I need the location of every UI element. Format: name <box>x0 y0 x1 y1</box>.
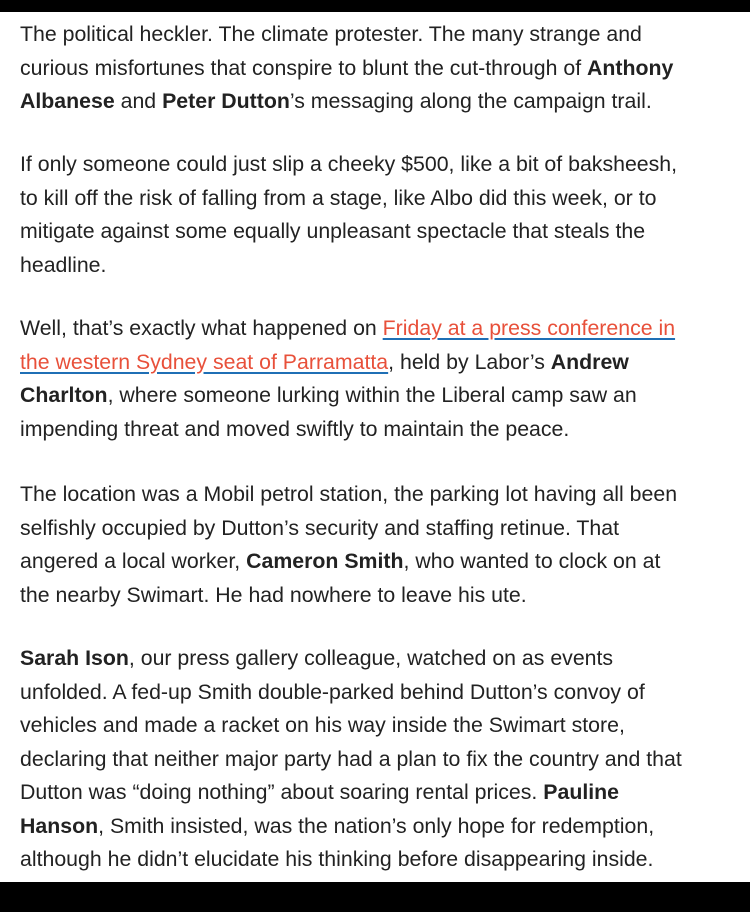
line: vehicles and made a racket on his way inside the Swimart store, <box>20 713 625 737</box>
name-andrew-charlton: Andrew <box>550 349 629 374</box>
line: to kill off the risk of falling from a stage, like Albo did this week, or to <box>20 185 657 210</box>
line: although he didn’t elucidate his thinking before disappearing inside. <box>20 847 654 871</box>
name-pauline-hanson: Pauline <box>543 780 620 804</box>
paragraph-1 <box>20 18 735 119</box>
line: mitigate against some equally unpleasant spectacle that steals the <box>20 219 646 243</box>
line: selfishly occupied by Dutton’s security and staffing retinue. That <box>20 515 620 540</box>
bottom-black-bar <box>0 882 750 912</box>
article-body <box>0 12 750 882</box>
line: curious misfortunes that conspire to blunt the cut-through of Anthony <box>20 55 674 80</box>
line: headline. <box>20 252 107 277</box>
name-pauline-hanson-cont: Hanson <box>20 813 99 838</box>
paragraph-3 <box>20 312 735 446</box>
line: angered a local worker, Cameron Smith, who wanted to clock on at <box>20 549 661 573</box>
line: the nearby Swimart. He had nowhere to leave his ute. <box>20 582 527 607</box>
press-conference-link-cont[interactable]: the western Sydney seat of Parramatta <box>20 349 389 374</box>
name-sarah-ison: Sarah Ison <box>20 646 129 670</box>
line: declaring that neither major party had a plan to fix the country and that <box>20 746 682 771</box>
line: If only someone could just slip a cheeky $500, like a bit of baksheesh, <box>20 152 678 176</box>
line: The location was a Mobil petrol station, the parking lot having all been <box>20 482 678 506</box>
line: Hanson, Smith insisted, was the nation’s only hope for redemption, <box>20 813 655 838</box>
line: Albanese and Peter Dutton’s messaging along the campaign trail. <box>20 89 652 113</box>
name-anthony-albanese: Anthony <box>587 55 674 80</box>
name-cameron-smith: Cameron Smith <box>246 549 404 573</box>
line: unfolded. A fed-up Smith double-parked behind Dutton’s convoy of <box>20 679 645 704</box>
line: Well, that’s exactly what happened on Friday at a press conference in <box>20 316 676 340</box>
line: Dutton was “doing nothing” about soaring rental prices. Pauline <box>20 780 620 804</box>
top-black-bar <box>0 0 750 12</box>
name-andrew-charlton-cont: Charlton <box>20 383 108 407</box>
paragraph-5 <box>20 642 735 877</box>
line: The political heckler. The climate protester. The many strange and <box>20 22 642 46</box>
line: the western Sydney seat of Parramatta, held by Labor’s Andrew <box>20 349 629 374</box>
name-anthony-albanese-cont: Albanese <box>20 89 115 113</box>
name-peter-dutton: Peter Dutton <box>162 89 290 113</box>
line: Sarah Ison, our press gallery colleague, watched on as events <box>20 646 614 670</box>
line: impending threat and moved swiftly to maintain the peace. <box>20 416 570 441</box>
press-conference-link[interactable]: Friday at a press conference in <box>382 316 676 340</box>
paragraph-4 <box>20 478 735 612</box>
paragraph-2 <box>20 148 735 282</box>
line: Charlton, where someone lurking within the Liberal camp saw an <box>20 383 637 407</box>
